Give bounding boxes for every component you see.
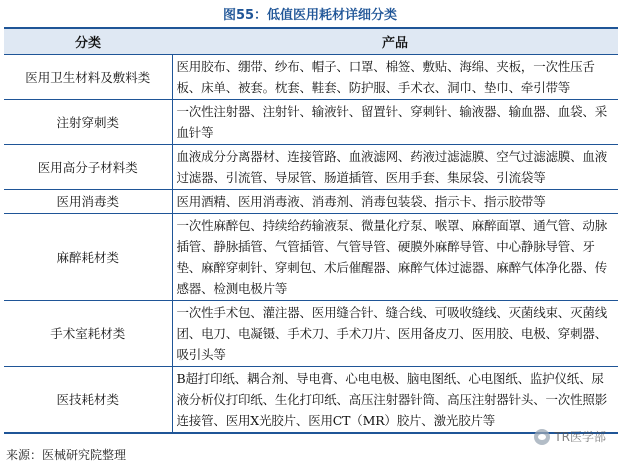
table-row bbox=[4, 145, 618, 190]
table-row bbox=[4, 214, 618, 301]
table-row bbox=[4, 190, 618, 214]
table-row bbox=[4, 55, 618, 100]
row-category: 医用高分子材料类 bbox=[4, 145, 172, 190]
header-product: 产品 bbox=[172, 28, 618, 55]
row-products: 一次性手术包、灌注器、医用缝合针、缝合线、可吸收缝线、灭菌线束、灭菌线团、电刀、电凝镊、手术刀、手术刀片、医用备皮刀、医用胶、电极、穿刺器、吸引头等 bbox=[172, 301, 618, 367]
classification-table bbox=[4, 27, 618, 434]
watermark-text: TR医学部 bbox=[554, 430, 606, 444]
row-category: 医用消毒类 bbox=[4, 190, 172, 214]
figure-title: 图55：低值医用耗材详细分类 bbox=[222, 8, 398, 23]
table-header-row bbox=[4, 28, 618, 55]
table-row bbox=[4, 100, 618, 145]
table-row bbox=[4, 367, 618, 434]
row-category: 医技耗材类 bbox=[4, 367, 172, 434]
row-category: 麻醉耗材类 bbox=[4, 214, 172, 301]
row-products: 医用胶布、绷带、纱布、帽子、口罩、棉签、敷贴、海绵、夹板，一次性压舌板、床单、被套。枕套、鞋套、防护服、手术衣、洞巾、垫巾、牵引带等 bbox=[172, 55, 618, 100]
row-products: 医用酒精、医用消毒液、消毒剂、消毒包装袋、指示卡、指示胶带等 bbox=[172, 190, 618, 214]
wechat-icon bbox=[534, 429, 550, 445]
row-products: 血液成分分离器材、连接管路、血液滤网、药液过滤滤膜、空气过滤滤膜、血液过滤器、引流管、导尿管、肠道插管、医用手套、集尿袋、引流袋等 bbox=[172, 145, 618, 190]
row-products: 一次性注射器、注射针、输液针、留置针、穿刺针、输液器、输血器、血袋、采血针等 bbox=[172, 100, 618, 145]
row-category: 医用卫生材料及敷料类 bbox=[4, 55, 172, 100]
row-products: B超打印纸、耦合剂、导电膏、心电电极、脑电图纸、心电图纸、监护仪纸、尿液分析仪打印纸、生化打印纸、高压注射器针筒、高压注射器针头、一次性照影连接管、医用X光胶片、医用CT（MR）胶片、激光胶片等 bbox=[172, 367, 618, 434]
row-category: 手术室耗材类 bbox=[4, 301, 172, 367]
header-category: 分类 bbox=[4, 28, 172, 55]
row-products: 一次性麻醉包、持续给药输液泵、微量化疗泵、喉罩、麻醉面罩、通气管、动脉插管、静脉插管、气管插管、气管导管、硬膜外麻醉导管、中心静脉导管、牙垫、麻醉穿刺针、穿刺包、术后催醒器、麻醉气体过滤器、麻醉气体净化器、传感器、检测电极片等 bbox=[172, 214, 618, 301]
table-row bbox=[4, 301, 618, 367]
row-category: 注射穿刺类 bbox=[4, 100, 172, 145]
watermark bbox=[534, 428, 606, 445]
source-note: 来源：医械研究院整理 bbox=[6, 448, 127, 462]
